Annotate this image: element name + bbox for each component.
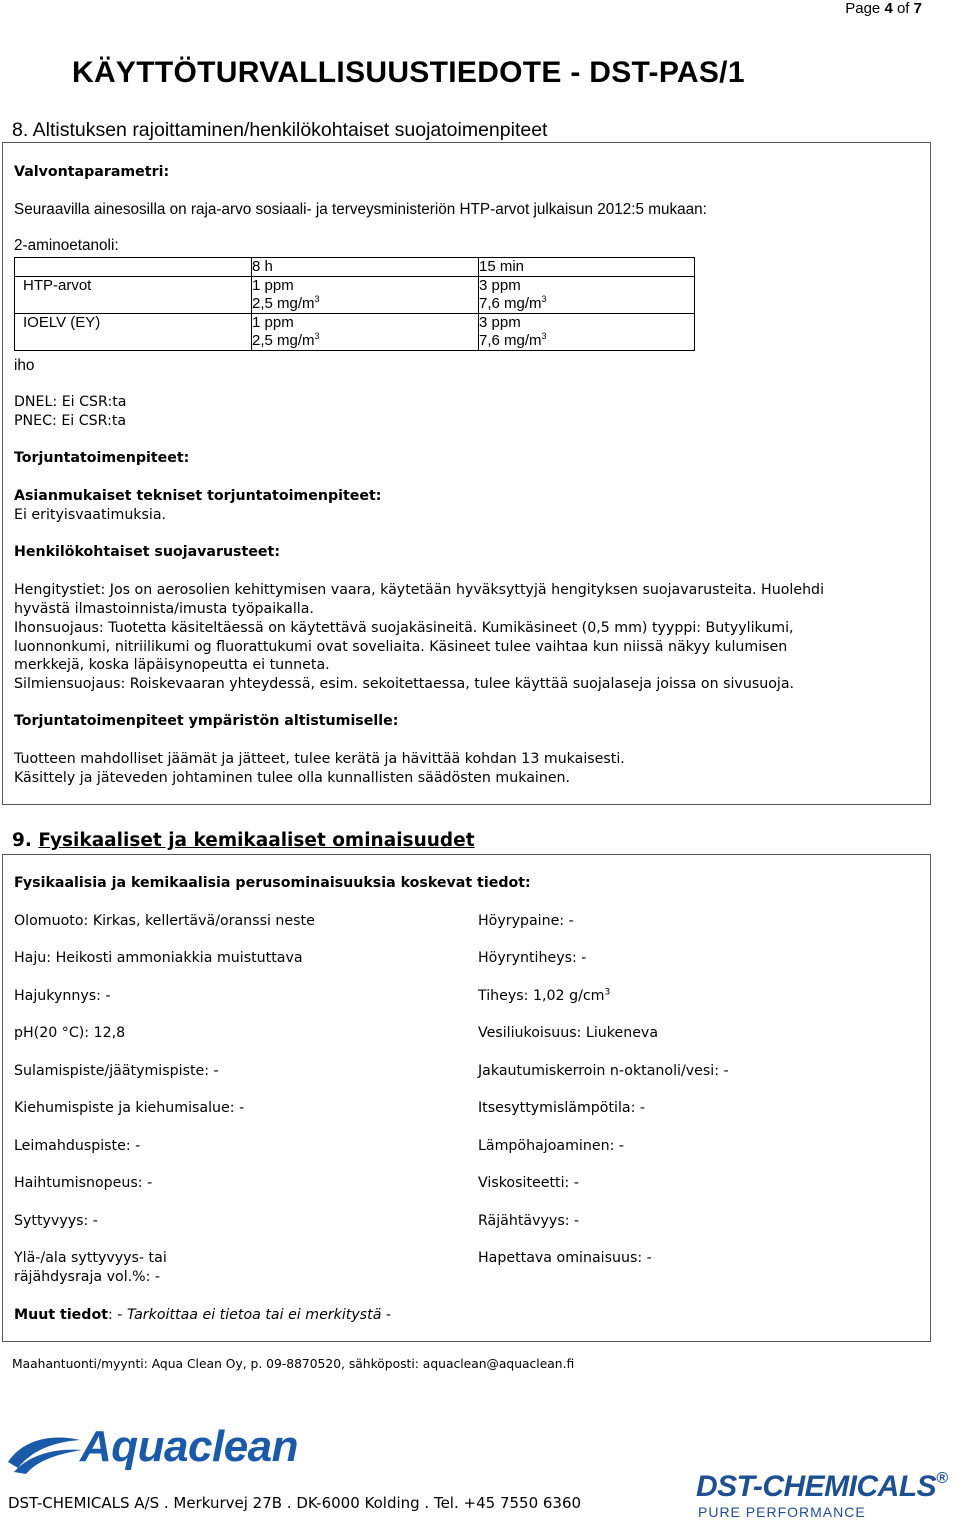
ppe-line: merkkejä, koska läpäisynopeutta ei tunneta. bbox=[14, 657, 330, 673]
property-left: pH(20 °C): 12,8 bbox=[14, 1025, 126, 1041]
importer-contact: Maahantuonti/myynti: Aqua Clean Oy, p. 09-8870520, sähköposti: aquaclean@aquaclean.fi bbox=[12, 1357, 575, 1371]
property-right: Hapettava ominaisuus: - bbox=[478, 1250, 652, 1266]
property-right: Itsesyttymislämpötila: - bbox=[478, 1100, 646, 1116]
col-8h: 8 h bbox=[252, 258, 479, 277]
property-left: Sulamispiste/jäätymispiste: - bbox=[14, 1063, 219, 1079]
aquaclean-swoosh-icon bbox=[4, 1428, 84, 1478]
section-9-heading: 9. Fysikaaliset ja kemikaaliset ominaisuudet bbox=[12, 830, 475, 851]
substance-name: 2-aminoetanoli: bbox=[14, 237, 119, 254]
control-parameters-label: Valvontaparametri: bbox=[14, 164, 170, 180]
section-8-heading: 8. Altistuksen rajoittaminen/henkilökohtaiset suojatoimenpiteet bbox=[12, 119, 548, 141]
page-number: Page 4 of 7 bbox=[845, 0, 922, 17]
env-line: Käsittely ja jäteveden johtaminen tulee olla kunnallisten säädösten mukainen. bbox=[14, 770, 571, 786]
document-title: KÄYTTÖTURVALLISUUSTIEDOTE - DST-PAS/1 bbox=[72, 56, 745, 89]
exposure-limits-table bbox=[14, 257, 695, 351]
property-left: Hajukynnys: - bbox=[14, 988, 111, 1004]
property-right: Höyryntiheys: - bbox=[478, 950, 587, 966]
tech-measures-heading: Asianmukaiset tekniset torjuntatoimenpiteet: bbox=[14, 488, 382, 504]
property-left: Haju: Heikosti ammoniakkia muistuttava bbox=[14, 950, 303, 966]
company-address: DST-CHEMICALS A/S . Merkurvej 27B . DK-6000 Kolding . Tel. +45 7550 6360 bbox=[8, 1494, 582, 1512]
property-right: Vesiliukoisuus: Liukeneva bbox=[478, 1025, 659, 1041]
ppe-line: Silmiensuojaus: Roiskevaaran yhteydessä, esim. sekoitettaessa, tulee käyttää suojalaseja joissa on sivusuoja. bbox=[14, 676, 795, 692]
ppe-line: Ihonsuojaus: Tuotetta käsiteltäessä on käytettävä suojakäsineitä. Kumikäsineet (0,5 mm) tyyppi: Butyylikumi, bbox=[14, 620, 794, 636]
env-measures-heading: Torjuntatoimenpiteet ympäristön altistumiselle: bbox=[14, 713, 399, 729]
aquaclean-logo: Aquaclean bbox=[4, 1428, 354, 1478]
property-right: Lämpöhajoaminen: - bbox=[478, 1138, 624, 1154]
other-info: Muut tiedot: - Tarkoittaa ei tietoa tai ei merkitystä - bbox=[14, 1307, 392, 1323]
property-left: Olomuoto: Kirkas, kellertävä/oranssi neste bbox=[14, 913, 315, 929]
property-right: Höyrypaine: - bbox=[478, 913, 574, 929]
property-right: Jakautumiskerroin n-oktanoli/vesi: - bbox=[478, 1063, 729, 1079]
table-row: 2,5 $mg/m^3$ 7,6 $mg/m^3$ bbox=[15, 332, 695, 351]
env-line: Tuotteen mahdolliset jäämät ja jätteet, tulee kerätä ja hävittää kohdan 13 mukaisesti. bbox=[14, 751, 625, 767]
property-left: Kiehumispiste ja kiehumisalue: - bbox=[14, 1100, 245, 1116]
ppe-line: Hengitystiet: Jos on aerosolien kehittymisen vaara, käytetään hyväksyttyjä hengityksen suojavarusteita. Huolehdi bbox=[14, 582, 825, 598]
property-left: Haihtumisnopeus: - bbox=[14, 1175, 153, 1191]
table-row: IOELV (EY) 1 ppm 3 ppm bbox=[15, 314, 695, 333]
dst-chemicals-logo: DST-CHEMICALS® PURE PERFORMANCE bbox=[696, 1470, 948, 1520]
properties-subheading: Fysikaalisia ja kemikaalisia perusominaisuuksia koskevat tiedot: bbox=[14, 875, 531, 891]
ppe-line: hyvästä ilmastoinnista/imusta työpaikalla. bbox=[14, 601, 314, 617]
property-left: Syttyvyys: - bbox=[14, 1213, 98, 1229]
property-left: Leimahduspiste: - bbox=[14, 1138, 141, 1154]
dnel-text: DNEL: Ei CSR:ta bbox=[14, 394, 127, 410]
skin-note: iho bbox=[14, 357, 35, 374]
property-right: Viskositeetti: - bbox=[478, 1175, 579, 1191]
tech-measures-text: Ei erityisvaatimuksia. bbox=[14, 507, 167, 523]
ppe-line: luonnonkumi, nitriilikumi og fluorattukumi ovat soveliaita. Käsineet tulee vaihtaa kun niissä näkyy kulumisen bbox=[14, 639, 788, 655]
table-row: 2,5 $mg/m^3$ 7,6 $mg/m^3$ bbox=[15, 295, 695, 314]
table-header-row bbox=[15, 258, 695, 277]
pnec-text: PNEC: Ei CSR:ta bbox=[14, 413, 127, 429]
property-left: räjähdysraja vol.%: - bbox=[14, 1269, 161, 1285]
limit-intro: Seuraavilla ainesosilla on raja-arvo sosiaali- ja terveysministeriön HTP-arvot julkaisun 2012:5 mukaan: bbox=[14, 201, 707, 218]
section-8-box bbox=[2, 142, 931, 805]
col-15min: 15 min bbox=[479, 258, 695, 277]
property-left: Ylä-/ala syttyvyys- tai bbox=[14, 1250, 167, 1266]
ppe-heading: Henkilökohtaiset suojavarusteet: bbox=[14, 544, 280, 560]
control-measures-heading: Torjuntatoimenpiteet: bbox=[14, 450, 190, 466]
property-right: Räjähtävyys: - bbox=[478, 1213, 580, 1229]
property-right: Tiheys: 1,02 $g/cm^3$ bbox=[478, 987, 611, 1004]
table-row: HTP-arvot 1 ppm 3 ppm bbox=[15, 277, 695, 296]
